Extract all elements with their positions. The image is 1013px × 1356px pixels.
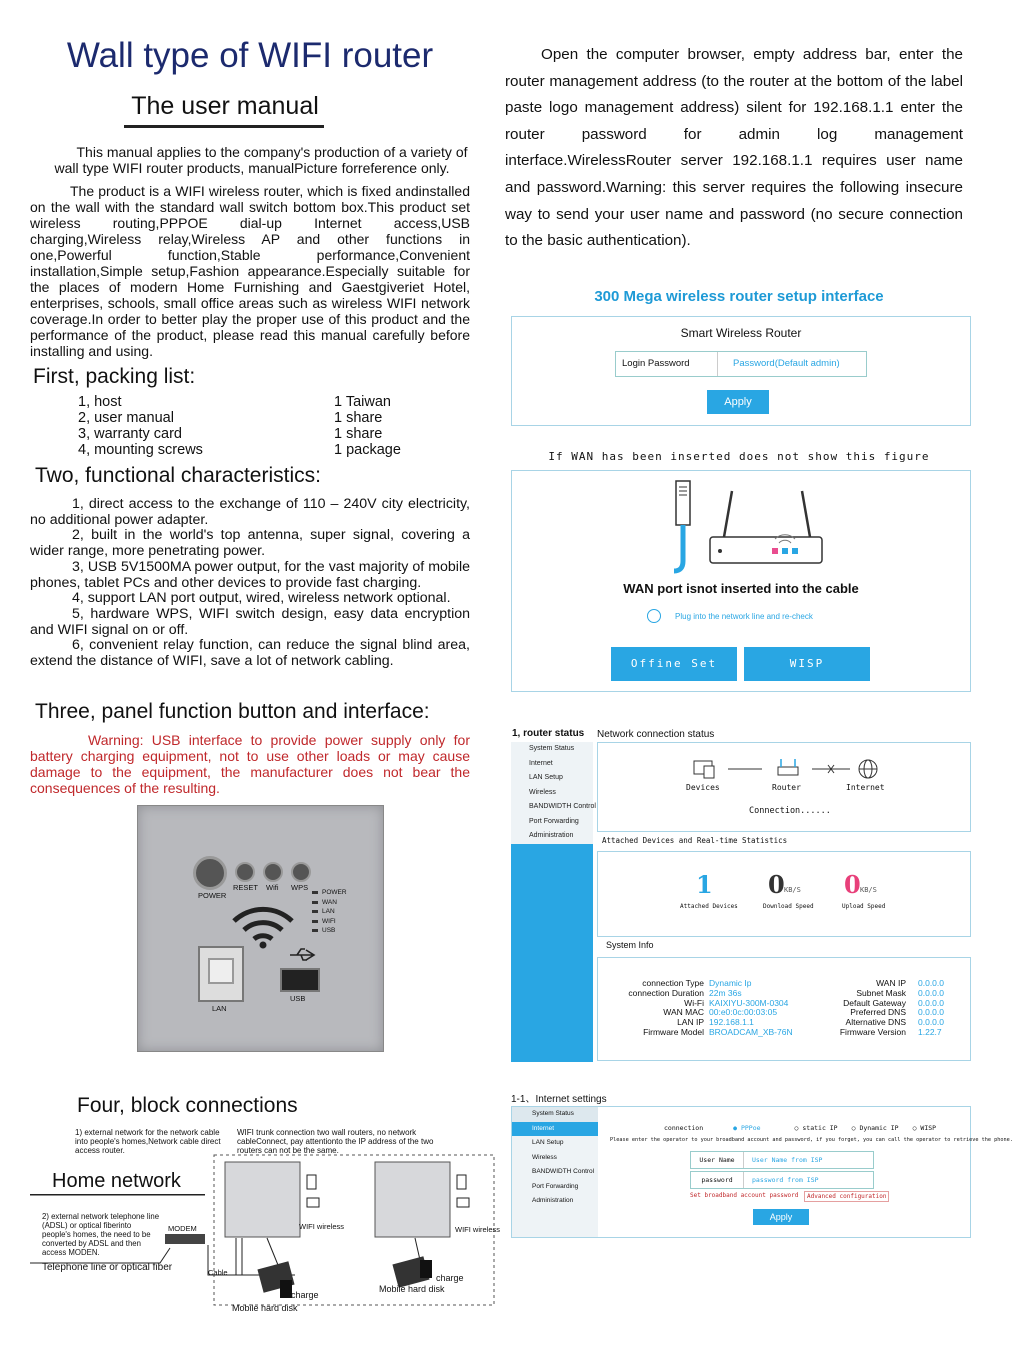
internet-apply-button[interactable]: Apply bbox=[753, 1209, 809, 1225]
packing-heading: First, packing list: bbox=[33, 365, 196, 388]
radio-label: static IP bbox=[802, 1124, 838, 1132]
info-key: WAN MAC bbox=[663, 1007, 704, 1018]
functional-heading: Two, functional characteristics: bbox=[35, 464, 321, 487]
wps-button-icon bbox=[291, 862, 311, 882]
charge-label-1: charge bbox=[291, 1290, 319, 1300]
list-item bbox=[78, 426, 458, 442]
wan-note: If WAN has been inserted does not show this figure bbox=[548, 450, 930, 463]
led-icon bbox=[312, 910, 318, 913]
led-lan bbox=[312, 907, 347, 917]
info-value: 0.0.0.0 bbox=[918, 1007, 944, 1018]
status-sidebar bbox=[511, 742, 596, 1062]
internet-sidebar bbox=[512, 1107, 598, 1237]
radio-label: WISP bbox=[920, 1124, 937, 1132]
router-label: Router bbox=[772, 783, 801, 792]
info-key: Preferred DNS bbox=[850, 1007, 906, 1018]
led-label: WIFI bbox=[322, 917, 336, 925]
username-field bbox=[690, 1151, 874, 1169]
network-status-title: Network connection status bbox=[597, 729, 715, 740]
info-value: 0.0.0.0 bbox=[918, 997, 944, 1008]
info-value: 192.168.1.1 bbox=[709, 1017, 754, 1028]
packing-item-qty: 1 Taiwan bbox=[334, 394, 391, 410]
led-wan bbox=[312, 898, 347, 908]
upload-label: Upload Speed bbox=[842, 903, 886, 910]
wifi-wireless-label-1: WIFI wireless bbox=[299, 1222, 344, 1231]
subtitle-underline bbox=[124, 125, 324, 128]
led-indicators bbox=[312, 888, 347, 936]
download-value: 0 bbox=[768, 870, 785, 899]
attached-panel bbox=[597, 851, 971, 937]
attached-devices-value: 1 bbox=[696, 870, 713, 899]
panel-heading: Three, panel function button and interface: bbox=[35, 700, 430, 723]
sysinfo-title: System Info bbox=[606, 940, 654, 950]
right-intro: Open the computer browser, empty address bar, enter the router management address (to the router at the bottom of the label paste logo management address) silent for 192.168.1.1 enter the router password for admin log management interface.WirelessRouter server 192.168.1.1 requires user name and password.Warning: this server requires the following insecure way to send your user name and password (no secure connection to the basic authentication). bbox=[505, 46, 963, 250]
modem-label: MODEM bbox=[168, 1224, 197, 1233]
block-note-1: 1) external network for the network cable into people's homes,Network cable direct access router. bbox=[75, 1128, 221, 1155]
list-item: 5, hardware WPS, WIFI switch design, easy data encryption and WIFI signal on or off. bbox=[30, 605, 470, 638]
internet-label: Internet bbox=[846, 783, 885, 792]
radio-wisp[interactable]: ○ WISP bbox=[912, 1124, 937, 1132]
list-item bbox=[78, 442, 458, 458]
usb-label: USB bbox=[290, 994, 306, 1003]
upload-unit: KB/S bbox=[860, 886, 877, 894]
sysinfo-panel bbox=[597, 957, 971, 1061]
led-icon bbox=[312, 929, 318, 932]
led-label: USB bbox=[322, 927, 336, 934]
packing-item-name: 3, warranty card bbox=[78, 426, 182, 442]
internet-instructions: Please enter the operator to your broadband account and password, if you forget, you can call the operator to retrieve the phone. bbox=[610, 1137, 1013, 1143]
username-input[interactable]: User Name from ISP bbox=[752, 1156, 823, 1164]
wifi-icon bbox=[230, 901, 296, 949]
cable-label: Cable bbox=[208, 1268, 228, 1277]
sidebar-item-administration[interactable]: Administration bbox=[532, 1197, 574, 1204]
login-apply-button[interactable]: Apply bbox=[707, 390, 769, 414]
info-value: 00:e0:0c:00:03:05 bbox=[709, 1007, 778, 1018]
sidebar-bg bbox=[511, 742, 596, 1062]
sysinfo-left-values bbox=[709, 979, 793, 1038]
info-key: Alternative DNS bbox=[845, 1017, 906, 1028]
info-key: Wi-Fi bbox=[684, 997, 704, 1008]
telephone-label: Telephone line or optical fiber bbox=[42, 1262, 173, 1273]
lan-socket bbox=[208, 958, 234, 984]
packing-list bbox=[78, 394, 458, 458]
led-label: LAN bbox=[322, 908, 335, 915]
packing-item-name: 2, user manual bbox=[78, 410, 174, 426]
packing-item-qty: 1 package bbox=[334, 442, 401, 458]
sidebar-item-bandwidth[interactable]: BANDWIDTH Control bbox=[511, 800, 593, 815]
wan-hint bbox=[647, 609, 813, 623]
usb-port-icon bbox=[280, 968, 320, 992]
packing-item-qty: 1 share bbox=[334, 410, 383, 426]
led-icon bbox=[312, 891, 318, 894]
password-label: password bbox=[691, 1172, 744, 1188]
lan-label: LAN bbox=[212, 1004, 227, 1013]
usb-symbol-icon bbox=[288, 946, 318, 964]
sidebar-item-internet[interactable]: Internet bbox=[512, 1122, 598, 1137]
packing-item-name: 4, mounting screws bbox=[78, 442, 203, 458]
intro-paragraph-2: The product is a WIFI wireless router, which is fixed andinstalled on the wall with the standard wall switch bottom box.This product set wireless routing,PPPOE dial-up Internet access,USB charging,Wireless relay,Wireless AP and other functions in one,Powerful function,Stable performance,Convenient installation,Simple setup,Fashion appearance.Especially suitable for the places of modern Home Furnishing and Gaestgiveriet Hotel, enterprises, schools, small office areas such as wireless WIFI network coverage.In order to better play the proper use of this product and the performance of the product, please read this manual carefully before installing and using. bbox=[30, 183, 470, 359]
reset-button-icon bbox=[235, 862, 255, 882]
offline-set-button[interactable]: Offine Set bbox=[611, 647, 737, 681]
connection-label: connection bbox=[664, 1124, 704, 1132]
list-item: 2, built in the world's top antenna, super signal, covering a wider range, more penetrating power. bbox=[30, 527, 470, 560]
set-account-link[interactable]: Set broadband account password bbox=[690, 1192, 799, 1199]
upload-value: 0 bbox=[844, 870, 861, 899]
info-value: 0.0.0.0 bbox=[918, 978, 944, 988]
sidebar-item-wireless[interactable]: Wireless bbox=[511, 786, 593, 801]
led-label: POWER bbox=[322, 889, 347, 896]
internet-settings-panel bbox=[511, 1106, 1013, 1238]
setup-heading: 300 Mega wireless router setup interface bbox=[594, 288, 884, 305]
info-key: Subnet Mask bbox=[856, 987, 906, 998]
block-note-wifi: WIFI trunk connection two wall routers, no network cableConnect, pay attentionto the IP address of the two routers can not be the same. bbox=[237, 1128, 434, 1155]
radio-label: Dynamic IP bbox=[859, 1124, 899, 1132]
mobile-disk-label-1: Mobile hard disk bbox=[232, 1303, 298, 1313]
attached-title: Attached Devices and Real-time Statistics bbox=[602, 836, 788, 845]
list-item: 3, USB 5V1500MA power output, for the vast majority of mobile phones, tablet PCs and other devices to provide fast charging. bbox=[30, 558, 470, 591]
sidebar-item-administration[interactable]: Administration bbox=[511, 829, 593, 844]
info-key: Default Gateway bbox=[843, 997, 906, 1008]
router-panel-image bbox=[137, 805, 384, 1052]
login-password-input[interactable]: Password(Default admin) bbox=[733, 358, 840, 369]
wan-title: WAN port isnot inserted into the cable bbox=[623, 581, 859, 596]
led-wifi bbox=[312, 917, 347, 927]
connection-diagram bbox=[690, 757, 890, 783]
radio-dynamic-ip[interactable]: ○ Dynamic IP bbox=[851, 1124, 899, 1132]
router-status-label: 1, router status bbox=[512, 728, 585, 739]
username-label: User Name bbox=[691, 1152, 744, 1168]
wifi-small-icon bbox=[647, 609, 661, 623]
sidebar-item-system-status[interactable]: System Status bbox=[512, 1107, 598, 1122]
network-connection-panel bbox=[597, 742, 971, 832]
login-label: Login Password bbox=[616, 352, 718, 376]
list-item: 6, convenient relay function, can reduce the signal blind area, extend the distance of WIFI, save a lot of network cabling. bbox=[30, 637, 470, 670]
led-power bbox=[312, 888, 347, 898]
attached-devices-label: Attached Devices bbox=[680, 903, 738, 910]
radio-pppoe[interactable]: ● PPPoe bbox=[733, 1124, 761, 1132]
mobile-disk-label-2: Mobile hard disk bbox=[379, 1284, 445, 1294]
packing-item-name: 1, host bbox=[78, 394, 122, 410]
info-value: 1.22.7 bbox=[918, 1026, 942, 1037]
router-cable-icon bbox=[662, 479, 832, 579]
password-input[interactable]: password from ISP bbox=[752, 1176, 819, 1184]
password-field bbox=[690, 1171, 874, 1189]
info-key: WAN IP bbox=[876, 978, 906, 988]
intro-paragraph-1: This manual applies to the company's production of a variety of wall type WIFI router products, manualPicture forreference only. bbox=[54, 144, 468, 176]
home-network-label: Home network bbox=[52, 1170, 181, 1192]
sysinfo-right-values bbox=[918, 979, 944, 1038]
sysinfo-right-keys bbox=[818, 979, 906, 1038]
download-label: Download Speed bbox=[763, 903, 814, 910]
devices-label: Devices bbox=[686, 783, 720, 792]
sidebar-item-internet[interactable]: Internet bbox=[511, 757, 593, 772]
radio-static-ip[interactable]: ○ static IP bbox=[794, 1124, 838, 1132]
list-item bbox=[78, 394, 458, 410]
connection-label: Connection...... bbox=[749, 806, 831, 816]
download-unit: KB/S bbox=[784, 886, 801, 894]
packing-item-qty: 1 share bbox=[334, 426, 383, 442]
wan-hint-text: Plug into the network line and re-check bbox=[675, 611, 813, 621]
list-item: 1, direct access to the exchange of 110 – 240V city electricity, no additional power adapter. bbox=[30, 496, 470, 528]
info-key: Firmware Model bbox=[643, 1026, 704, 1037]
wan-panel bbox=[511, 470, 971, 692]
lan-port-icon bbox=[198, 946, 244, 1002]
sidebar-item-lan-setup[interactable]: LAN Setup bbox=[532, 1139, 564, 1146]
sidebar-item-wireless[interactable]: Wireless bbox=[532, 1153, 557, 1161]
led-icon bbox=[312, 920, 318, 923]
power-label: POWER bbox=[198, 891, 227, 900]
info-key: connection Type bbox=[642, 978, 704, 988]
wps-label: WPS bbox=[291, 883, 309, 892]
info-value: 0.0.0.0 bbox=[918, 987, 944, 998]
wifi-label: Wifi bbox=[266, 883, 279, 892]
connection-options bbox=[664, 1124, 936, 1132]
wisp-button[interactable]: WISP bbox=[744, 647, 870, 681]
sysinfo-left-keys bbox=[608, 979, 704, 1038]
radio-label: PPPoe bbox=[740, 1124, 761, 1132]
usb-warning: Warning: USB interface to provide power supply only for battery charging equipment, not to use other loads or may cause damage to the equipment, the manufacturer does not bear the consequences of the resulting. bbox=[30, 732, 470, 796]
info-value: 22m 36s bbox=[709, 987, 742, 998]
page-subtitle: The user manual bbox=[131, 92, 319, 120]
charge-label-2: charge bbox=[436, 1273, 464, 1283]
info-key: connection Duration bbox=[628, 987, 704, 998]
wifi-button-icon bbox=[263, 862, 283, 882]
list-item bbox=[78, 410, 458, 426]
login-field bbox=[615, 351, 867, 377]
advanced-config-link[interactable]: Advanced configuration bbox=[804, 1191, 889, 1202]
power-button-icon bbox=[193, 856, 227, 890]
functional-list bbox=[30, 497, 470, 670]
list-item: 4, support LAN port output, wired, wireless network optional. bbox=[72, 590, 451, 607]
reset-label: RESET bbox=[233, 883, 259, 892]
sidebar-item-lan-setup[interactable]: LAN Setup bbox=[511, 771, 593, 786]
info-value: KAIXIYU-300M-0304 bbox=[709, 997, 789, 1008]
sidebar-item-system-status[interactable]: System Status bbox=[511, 742, 593, 757]
info-value: Dynamic Ip bbox=[709, 978, 752, 988]
page-title: Wall type of WIFI router bbox=[66, 36, 434, 75]
login-panel bbox=[511, 316, 971, 426]
sidebar-item-port-forwarding[interactable]: Port Forwarding bbox=[532, 1182, 579, 1190]
block-note-2: 2) external network telephone line (ADSL) or optical fiberinto people's homes, the need to be converted by ADSL and then access MODEN. bbox=[42, 1212, 160, 1257]
info-value: 0.0.0.0 bbox=[918, 1017, 944, 1028]
led-usb bbox=[312, 926, 347, 936]
led-label: WAN bbox=[322, 898, 337, 906]
block-heading: Four, block connections bbox=[77, 1094, 298, 1117]
block-diagram bbox=[30, 1150, 500, 1320]
info-key: Firmware Version bbox=[839, 1026, 906, 1037]
led-icon bbox=[312, 901, 318, 904]
info-key: LAN IP bbox=[677, 1017, 704, 1028]
info-value: BROADCAM_XB-76N bbox=[709, 1026, 793, 1037]
login-title: Smart Wireless Router bbox=[680, 326, 802, 340]
internet-settings-label: 1-1、Internet settings bbox=[511, 1094, 607, 1105]
sidebar-item-port-forwarding[interactable]: Port Forwarding bbox=[511, 815, 593, 830]
wifi-wireless-label-2: WIFI wireless bbox=[455, 1225, 500, 1234]
sidebar-item-bandwidth[interactable]: BANDWIDTH Control bbox=[532, 1168, 595, 1175]
